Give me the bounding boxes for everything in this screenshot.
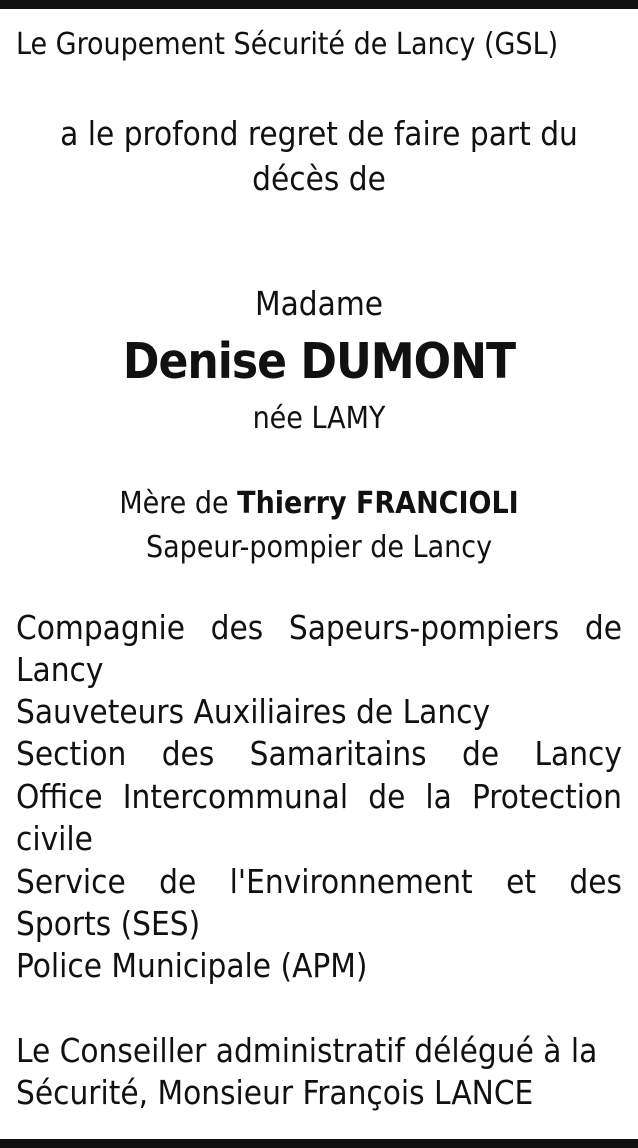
word: Office xyxy=(16,777,103,816)
relation-prefix: Mère de xyxy=(119,486,238,521)
signatory-5-continuation: Sports (SES) xyxy=(16,904,201,943)
word: Samaritains xyxy=(249,734,427,773)
deceased-title: Madame xyxy=(254,284,384,323)
word: la xyxy=(425,777,452,816)
word: des xyxy=(161,734,215,773)
footer-line-2: Sécurité, Monsieur François LANCE xyxy=(16,1073,534,1112)
deceased-maiden-name: née LAMY xyxy=(252,401,386,436)
word: de xyxy=(159,862,197,901)
son-name: Thierry FRANCIOLI xyxy=(237,486,519,521)
word: Compagnie xyxy=(16,608,186,647)
signatory-4-continuation: civile xyxy=(16,819,93,858)
word: Protection xyxy=(471,777,622,816)
word: de xyxy=(462,734,500,773)
word: et xyxy=(506,862,536,901)
announcement-line-2: décès de xyxy=(252,159,386,198)
footer-line-1: Le Conseiller administratif délégué à la xyxy=(16,1031,598,1070)
deceased-name: Denise DUMONT xyxy=(122,333,516,390)
bottom-border xyxy=(0,1139,638,1148)
signatory-1-continuation: Lancy xyxy=(16,650,104,689)
word: Sapeurs-pompiers xyxy=(288,608,560,647)
word: l'Environnement xyxy=(229,862,473,901)
signatory-6: Police Municipale (APM) xyxy=(16,946,368,985)
signatory-2: Sauveteurs Auxiliaires de Lancy xyxy=(16,692,491,731)
word: Intercommunal xyxy=(122,777,349,816)
word: de xyxy=(584,608,622,647)
word: Lancy xyxy=(534,734,622,773)
word: de xyxy=(368,777,406,816)
word: Section xyxy=(16,734,127,773)
signatory-1 xyxy=(16,608,622,647)
signatory-4 xyxy=(16,777,622,816)
word: des xyxy=(569,862,622,901)
organization-line: Le Groupement Sécurité de Lancy (GSL) xyxy=(16,27,559,62)
word: des xyxy=(210,608,264,647)
announcement-line-1: a le profond regret de faire part du xyxy=(60,114,578,153)
son-role: Sapeur-pompier de Lancy xyxy=(145,530,493,565)
relation-line xyxy=(16,486,622,521)
signatory-5 xyxy=(16,862,622,901)
top-border xyxy=(0,0,638,9)
word: Service xyxy=(16,862,126,901)
signatory-3 xyxy=(16,734,622,773)
